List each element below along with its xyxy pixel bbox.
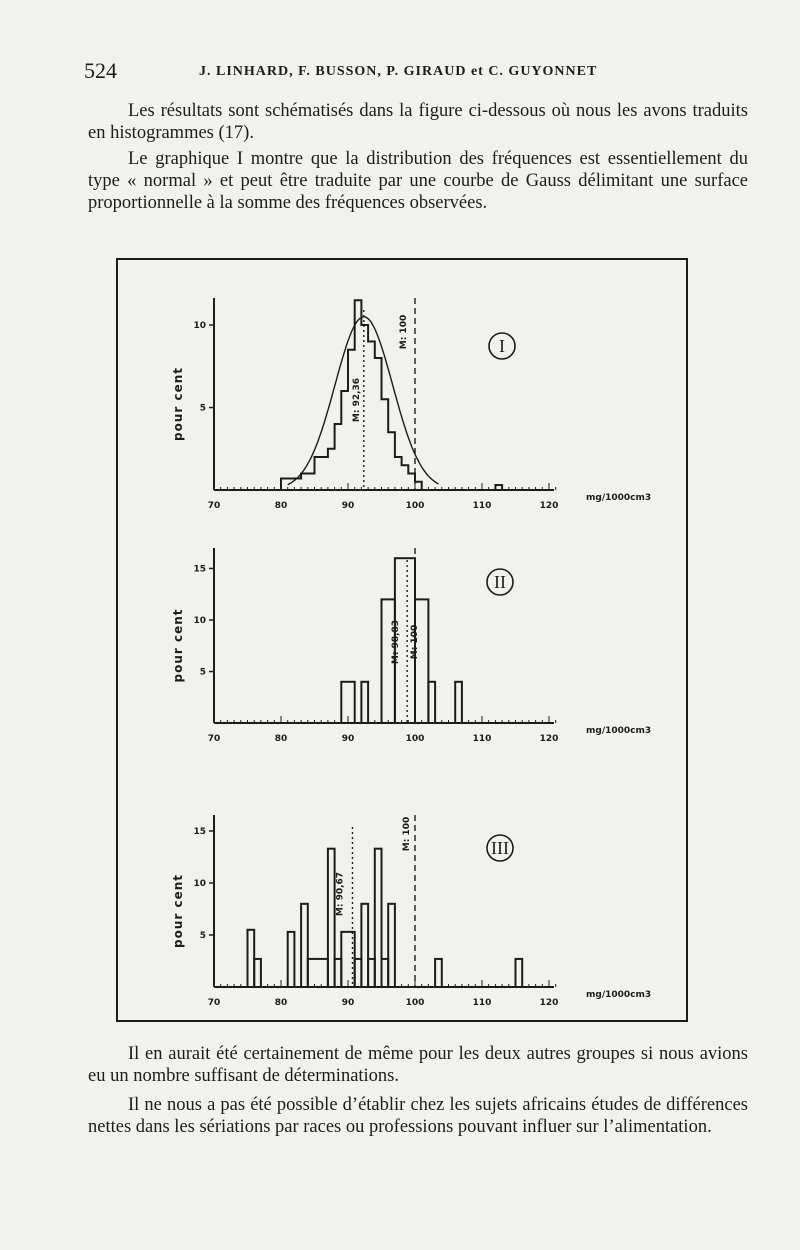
y-tick-label: 5 [199, 931, 206, 941]
histogram-bar [495, 485, 502, 490]
histogram-bar [382, 959, 389, 987]
unit-label: mg/1000cm3 [586, 990, 652, 1000]
mean-label: M: 100 [402, 816, 412, 852]
x-tick-label: 100 [405, 998, 425, 1008]
histogram-bar [428, 682, 435, 723]
y-axis-label: pour cent [171, 366, 185, 442]
histogram-bar [248, 930, 255, 987]
histogram-bar [254, 959, 261, 987]
histogram-bar [388, 904, 395, 987]
histogram-bar [516, 959, 523, 987]
x-tick-label: 100 [405, 734, 425, 744]
y-tick-label: 15 [193, 564, 206, 575]
paragraph-1 [88, 100, 748, 144]
x-tick-label: 110 [472, 734, 492, 744]
histogram-bar [335, 959, 342, 987]
paragraph-text: Le graphique I montre que la distribution des fréquences est essentiellement du type « normal » et peut être traduite par une courbe de Gauss délimitant une surface proportionnelle à la somme des fréquences observées. [88, 149, 748, 213]
histogram-bar [455, 682, 462, 723]
paragraph-text: Les résultats sont schématisés dans la figure ci-dessous où nous les avons traduits en histogrammes (17). [88, 101, 748, 143]
histogram-bar [308, 959, 328, 987]
x-tick-label: 120 [539, 998, 559, 1008]
mean-label: M: 100 [410, 624, 420, 660]
y-tick-label: 5 [199, 403, 206, 414]
mean-label: M: 92,36 [351, 377, 362, 423]
y-tick-label: 5 [199, 667, 206, 678]
x-tick-label: 70 [207, 734, 221, 744]
histogram-bar [415, 599, 428, 723]
mean-label: M: 98,83 [391, 619, 402, 665]
histogram-figure [116, 258, 688, 1022]
x-tick-label: 80 [274, 501, 288, 511]
histogram-bar [328, 849, 335, 987]
y-tick-label: 10 [193, 879, 206, 889]
x-tick-label: 110 [472, 998, 492, 1008]
y-axis-label: pour cent [171, 873, 185, 949]
y-axis-label: pour cent [171, 608, 185, 683]
panel-badge-label: III [491, 838, 509, 858]
x-tick-label: 90 [341, 734, 355, 744]
page-header [84, 58, 644, 88]
x-tick-label: 110 [472, 501, 492, 511]
histogram-bar [355, 959, 362, 987]
paragraph-2 [88, 148, 748, 214]
histogram-bar [288, 932, 295, 987]
histogram-bar [375, 849, 382, 987]
gauss-curve [288, 314, 439, 485]
histogram-svg [118, 260, 686, 1020]
histogram-bar [361, 904, 368, 987]
histogram-bar [368, 959, 375, 987]
x-tick-label: 120 [539, 501, 559, 511]
x-tick-label: 100 [405, 501, 425, 511]
x-tick-label: 80 [274, 734, 288, 744]
x-tick-label: 90 [341, 998, 355, 1008]
x-tick-label: 70 [207, 501, 221, 511]
paragraph-4 [88, 1094, 748, 1138]
panel-badge-label: I [499, 336, 505, 356]
page-number: 524 [84, 58, 117, 83]
x-tick-label: 120 [539, 734, 559, 744]
histogram-bar [435, 959, 442, 987]
histogram-bar [301, 904, 308, 987]
x-tick-label: 70 [207, 998, 221, 1008]
paragraph-text: Il en aurait été certainement de même pour les deux autres groupes si nous avions eu un nombre suffisant de déterminations. [88, 1044, 748, 1086]
paragraph-text: Il ne nous a pas été possible d’établir chez les sujets africains études de différences nettes dans les sériations par races ou professions pouvant influer sur l’alimentation. [88, 1095, 748, 1137]
running-title: J. LINHARD, F. BUSSON, P. GIRAUD et C. GUYONNET [199, 64, 598, 79]
histogram-bar [361, 682, 368, 723]
paragraph-3 [88, 1043, 748, 1087]
x-tick-label: 90 [341, 501, 355, 511]
y-tick-label: 15 [193, 827, 206, 837]
x-tick-label: 80 [274, 998, 288, 1008]
panel-badge-label: II [494, 572, 506, 592]
unit-label: mg/1000cm3 [586, 493, 652, 503]
mean-label: M: 90,67 [335, 871, 346, 917]
unit-label: mg/1000cm3 [586, 726, 652, 736]
y-tick-label: 10 [193, 321, 206, 331]
mean-label: M: 100 [399, 314, 409, 350]
y-tick-label: 10 [193, 616, 206, 626]
